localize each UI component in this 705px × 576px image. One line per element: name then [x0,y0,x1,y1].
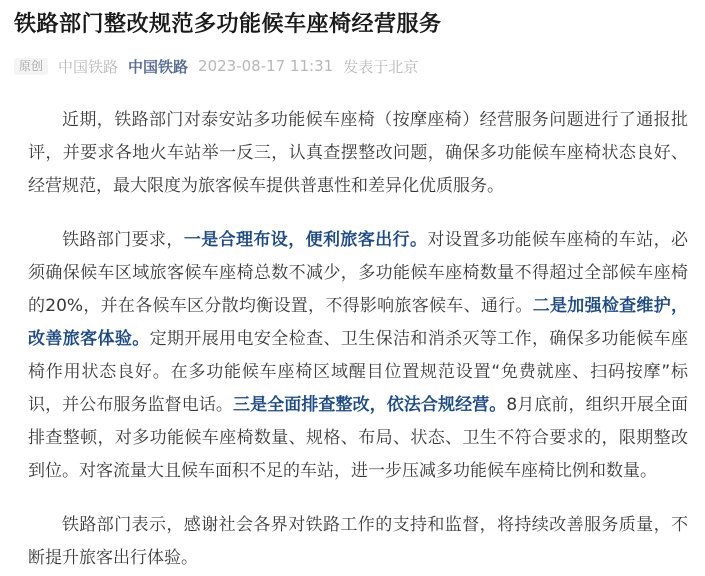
text-run: 8月底前，组织开展全面排查整顿，对多功能候车座椅数量、规格、布局、状态、卫生不符合要求的，限期整改到位。对客流量大且候车面积不足的车站，进一步压减多功能候车座椅比例和数量。 [28,394,689,481]
original-badge: 原创 [14,58,48,75]
text-run: 近期，铁路部门对泰安站多功能候车座椅（按摩座椅）经营服务问题进行了通报批评，并要求各地火车站举一反三，认真查摆整改问题，确保多功能候车座椅状态良好、经营规范，最大限度为旅客候车提供普惠性和差异化优质服务。 [28,109,688,196]
paragraph [28,224,688,488]
account-name-link[interactable]: 中国铁路 [128,57,189,76]
paragraph [28,104,688,203]
emphasis-run: 一是合理布设，便利旅客出行。 [183,229,428,250]
publish-time: 2023-08-17 11:31 [198,57,334,76]
emphasis-run: 三是全面排查整改，依法合规经营。 [233,394,507,415]
text-run: 铁路部门要求， [62,229,184,250]
byline-author: 中国铁路 [58,57,119,76]
text-run: 定期开展用电安全检查、卫生保洁和消杀灭等工作，确保多功能候车座椅作用状态良好。在多功能候车座椅区域醒目位置规范设置“免费就座、扫码按摩”标识，并公布服务监督电话。 [28,328,689,415]
paragraph [28,509,688,575]
emphasis-run: 二是加强检查维护，改善旅客体验。 [28,295,689,349]
article-body [14,104,689,575]
publish-location: 发表于北京 [343,57,419,76]
article-title: 铁路部门整改规范多功能候车座椅经营服务 [14,12,442,37]
text-run: 对设置多功能候车座椅的车站，必须确保候车区域旅客候车座椅总数不减少，多功能候车座椅数量不得超过全部候车座椅的20%，并在各候车区分散均衡设置，不得影响旅客候车、通行。 [28,229,689,316]
byline [14,56,689,77]
text-run: 铁路部门表示，感谢社会各界对铁路工作的支持和监督，将持续改善服务质量，不断提升旅客出行体验。 [28,514,688,568]
